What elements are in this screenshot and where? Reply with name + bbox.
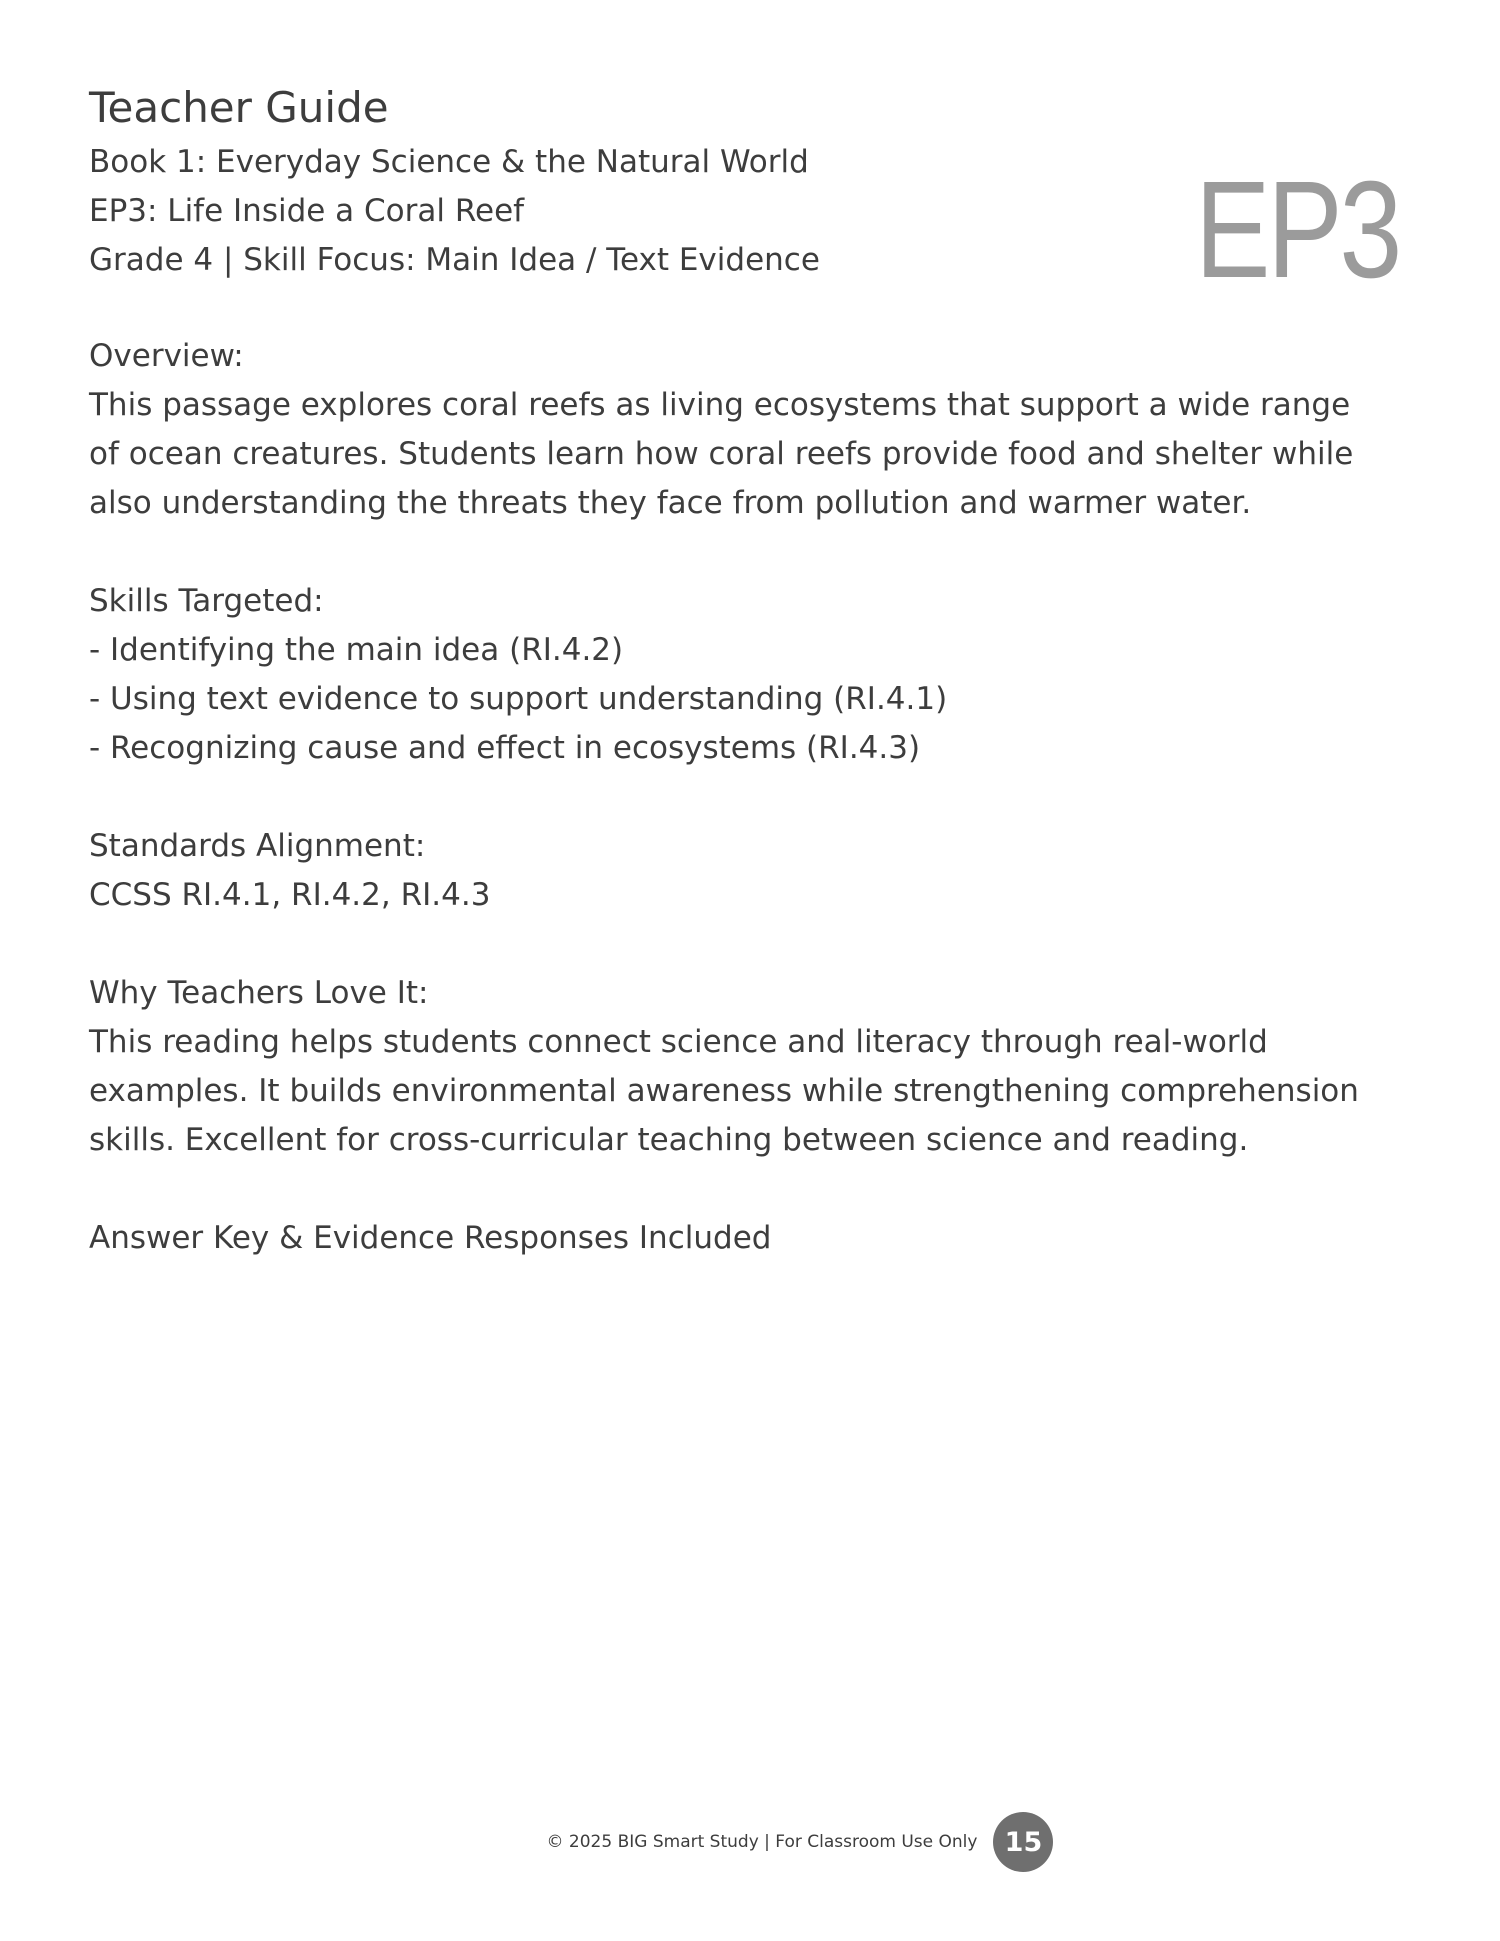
episode-badge: EP3 [1195, 153, 1400, 307]
answer-key-note: Answer Key & Evidence Responses Included [89, 1220, 772, 1256]
episode-title: EP3: Life Inside a Coral Reef [89, 193, 525, 229]
page-title: Teacher Guide [89, 83, 389, 132]
skills-list [89, 626, 1429, 773]
why-section [89, 969, 1429, 1165]
list-item: - Recognizing cause and effect in ecosystems (RI.4.3) [89, 730, 921, 766]
guide-body [89, 332, 1429, 1312]
overview-text: This passage explores coral reefs as living ecosystems that support a wide range of ocean creatures. Students learn how coral reefs provide food and shelter while also understanding the threats they face from pollution and warmer water. [89, 387, 1354, 521]
standards-heading: Standards Alignment: [89, 828, 426, 864]
guide-header [89, 80, 1189, 285]
overview-section [89, 332, 1429, 528]
overview-heading: Overview: [89, 338, 244, 374]
standards-text: CCSS RI.4.1, RI.4.2, RI.4.3 [89, 877, 491, 913]
answer-key-section [89, 1214, 1429, 1263]
skills-section [89, 577, 1429, 773]
page-footer [0, 1812, 1500, 1872]
why-heading: Why Teachers Love It: [89, 975, 429, 1011]
list-item: - Identifying the main idea (RI.4.2) [89, 632, 624, 668]
grade-skill-focus: Grade 4 | Skill Focus: Main Idea / Text Evidence [89, 242, 820, 278]
why-text: This reading helps students connect science and literacy through real-world examples. It builds environmental awareness while strengthening comprehension skills. Excellent for cross-curricular teaching between science and reading. [89, 1024, 1359, 1158]
skills-heading: Skills Targeted: [89, 583, 324, 619]
list-item: - Using text evidence to support understanding (RI.4.1) [89, 681, 948, 717]
book-title: Book 1: Everyday Science & the Natural World [89, 144, 809, 180]
copyright-text: © 2025 BIG Smart Study | For Classroom Use Only [546, 1832, 978, 1852]
page-number-badge: 15 [993, 1812, 1053, 1872]
standards-section [89, 822, 1429, 920]
